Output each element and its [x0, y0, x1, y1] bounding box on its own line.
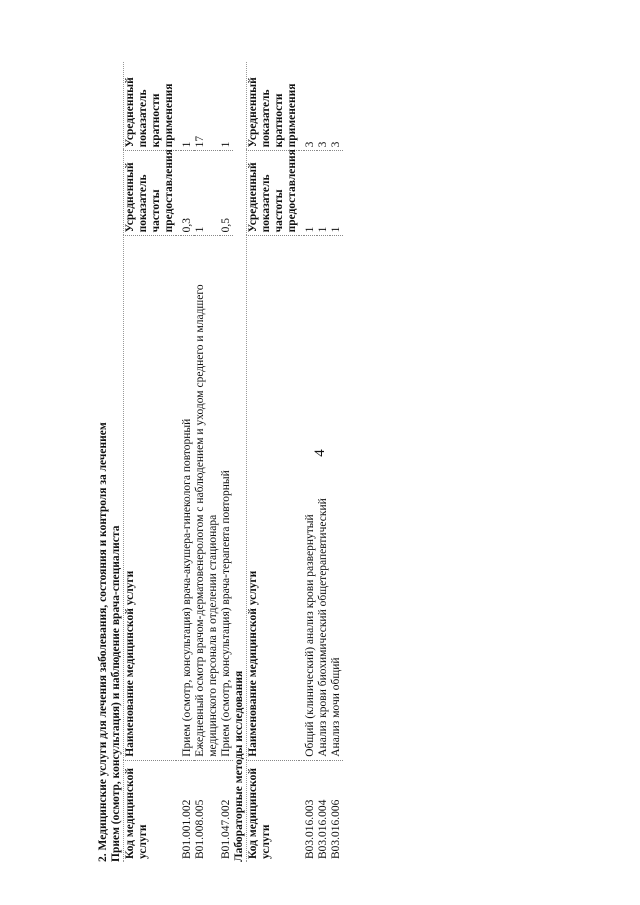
service-name: Анализ мочи общий: [330, 236, 343, 760]
table-row: [330, 62, 343, 862]
service-name: Прием (осмотр, консультация) врача-акушера-гинеколога повторный: [181, 236, 194, 760]
service-code: B03.016.006: [330, 760, 343, 862]
service-code: B01.008.005: [194, 760, 220, 862]
header-multiplicity: Усредненный показатель кратности применения: [124, 62, 177, 151]
service-name: Анализ крови биохимический общетерапевтический: [317, 236, 330, 760]
subsection-title-lab: Лабораторные методы исследования: [233, 670, 245, 862]
service-frequency: 1: [317, 151, 330, 236]
service-code: B01.047.002: [220, 760, 233, 862]
service-name: Общий (клинический) анализ крови развернутый: [304, 236, 317, 760]
document-content: [97, 62, 343, 862]
header-name: Наименование медицинской услуги: [247, 236, 300, 760]
lab-table: [246, 62, 343, 862]
service-name: Ежедневный осмотр врачом-дерматовенерологом с наблюдением и уходом среднего и младшего медицинского персонала в отделении стационара: [194, 236, 220, 760]
header-name: Наименование медицинской услуги: [124, 236, 177, 760]
table-header-row: [124, 62, 177, 862]
header-frequency: Усредненный показатель частоты предоставления: [247, 151, 300, 236]
header-code: Код медицинской услуги: [124, 760, 177, 862]
service-multiplicity: 17: [194, 135, 206, 148]
table-row: [220, 62, 233, 862]
service-frequency: 0,5: [220, 151, 233, 236]
service-frequency: 1: [304, 151, 317, 236]
service-multiplicity: 3: [304, 141, 316, 148]
service-frequency: 0,3: [181, 151, 194, 236]
header-frequency: Усредненный показатель частоты предоставления: [124, 151, 177, 236]
service-code: B03.016.004: [317, 760, 330, 862]
table-row: [317, 62, 330, 862]
service-name: Прием (осмотр, консультация) врача-терапевта повторный: [220, 236, 233, 760]
table-row: [181, 62, 194, 862]
section-title: 2. Медицинские услуги для лечения заболевания, состояния и контроля за лечением: [97, 422, 109, 862]
table-row: [194, 62, 220, 862]
service-multiplicity: 1: [220, 141, 232, 148]
header-code: Код медицинской услуги: [247, 760, 300, 862]
service-multiplicity: 3: [330, 141, 342, 148]
header-multiplicity: Усредненный показатель кратности применения: [247, 62, 300, 151]
service-multiplicity: 3: [317, 141, 329, 148]
table-row: [304, 62, 317, 862]
table-header-row: [247, 62, 300, 862]
page-number: 4: [312, 449, 328, 457]
service-frequency: 1: [194, 151, 220, 236]
service-frequency: 1: [330, 151, 343, 236]
service-code: B03.016.003: [304, 760, 317, 862]
service-multiplicity: 1: [181, 141, 193, 148]
service-code: B01.001.002: [181, 760, 194, 862]
consultations-table: [123, 62, 233, 862]
subsection-title-consultations: Прием (осмотр, консультация) и наблюдение врача-специалиста: [110, 525, 122, 862]
